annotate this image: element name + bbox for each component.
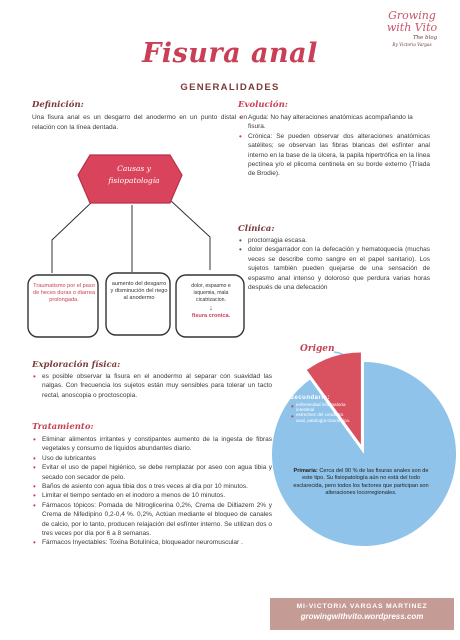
- list-item: • Baños de asiento con agua tibia dos o tres veces al día por 10 minutos.: [32, 482, 272, 491]
- list-item: • estrechez del conducto anal, patología traumática.: [290, 412, 352, 422]
- exploracion-title: Exploración física:: [32, 360, 121, 370]
- primaria-text: Cerca del 90 % de las fisuras anales son de este tipo. Su fisiopatología aún no está del todo esclarecida, pero todos los factores que participan son alteraciones locorregionales.: [293, 468, 429, 497]
- diagram-box3-bottom: fisura cronica.: [191, 312, 231, 319]
- origen-pie-chart: [262, 352, 460, 552]
- evolucion-list: [238, 113, 430, 179]
- tratamiento-title: Tratamiento:: [32, 422, 94, 432]
- footer-url[interactable]: growingwithvito.wordpress.com: [300, 612, 424, 621]
- pie-slice-primaria: [272, 362, 456, 546]
- diagram-box3-arrow-icon: ↓: [209, 304, 213, 312]
- diagram-box1-text: Traumatismo por el paso de heces duras o diarrea prolongada.: [33, 283, 95, 304]
- definicion-text: Una fisura anal es un desgarro del anodermo en un punto distal en relación con la línea dentada.: [32, 114, 247, 131]
- secundaria-list: [290, 402, 352, 423]
- diagram-box2-text: aumento del desgarro y disminución del riego al anodermo: [110, 281, 168, 302]
- exploracion-list: [32, 372, 272, 400]
- evolucion-title: Evolución:: [238, 100, 288, 110]
- footer-banner: [270, 598, 454, 630]
- primaria-label: [292, 468, 430, 498]
- list-item: • Fármacos tópicos: Pomada de Nitroglicerina 0,2%, Crema de Diltiazem 2% y Crema de Nifedipino 0,2-0,4 %. 0,2%, Actúan mediante el bloqueo de canales de calcio, por lo tanto, producen relajación del esfínter interno. Se utilizan dos o tres veces por día por 6 a 8 semanas.: [32, 501, 272, 539]
- list-item: • Aguda: No hay alteraciones anatómicas acompañando la fisura.: [238, 113, 430, 132]
- diagram-box1: [32, 283, 96, 305]
- secundaria-title: Secundaria:: [290, 395, 330, 401]
- origen-title: Origen: [300, 344, 335, 354]
- footer-name: MI-VICTORIA VARGAS MARTINEZ: [296, 603, 428, 610]
- list-item: • Limitar el tiempo sentado en el inodoro a menos de 10 minutos.: [32, 491, 272, 500]
- page-title: Fisura anal: [142, 38, 318, 69]
- secundaria-label: [290, 395, 352, 423]
- primaria-title: Primaria:: [293, 468, 318, 474]
- logo-line2: with Vito: [386, 21, 438, 34]
- list-item: • es posible observar la fisura en el anodermo al separar con suavidad las nalgas. Con frecuencia los sujetos están muy sensibles para tolerar un tacto rectal, anoscopia o proctoscopia.: [32, 372, 272, 400]
- diagram-box3: [180, 283, 242, 320]
- definicion-title: Definición:: [32, 100, 84, 110]
- list-item: • Evitar el uso de papel higiénico, se debe remplazar por aseo con agua tibia y secado con secador de pelo.: [32, 463, 272, 482]
- clinica-title: Clínica:: [238, 224, 275, 234]
- logo-line4: By Victoria Vargas: [392, 42, 432, 47]
- list-item: • Crónica: Se pueden observar dos alteraciones anatómicas satélites; se observan las fibras blancas del esfínter anal interno en la base de la úlcera, la papila hipertrófica en la línea pectínea y/o el plicoma centinela en su borde externo (Tríada de Brodie).: [238, 132, 430, 179]
- list-item: • Fármacos Inyectables: Toxina Botulínica, bloqueador neuromuscular .: [32, 538, 272, 547]
- list-item: • dolor desgarrador con la defecación y hematoquecia (muchas veces se describe como sangre en el papel sanitario). Los sujetos también pueden quejarse de una sensación de espasmo anal intenso y doloroso que perdura varias horas después de una defecación: [238, 245, 430, 292]
- diagram-box3-top: dolor, espasmo e isquemia, mala cicatrizacion.: [191, 283, 231, 304]
- list-item: • Eliminar alimentos irritantes y constipantes aumento de la ingesta de fibras vegetales y consumo de líquidos abundantes diario.: [32, 435, 272, 454]
- list-item: • Uso de lubricantes: [32, 454, 272, 463]
- tratamiento-list: [32, 435, 272, 548]
- clinica-list: [238, 236, 430, 292]
- logo-line1: Growing: [388, 9, 436, 22]
- list-item: • proctorragia escasa.: [238, 236, 430, 245]
- logo-line3: The blog: [412, 35, 438, 41]
- page-subtitle: GENERALIDADES: [180, 82, 280, 93]
- list-item: • enfermedad inflamatoria intestinal: [290, 402, 352, 412]
- diagram-box2: [110, 281, 168, 303]
- diagram-center-title: Causas y fisiopatología: [108, 164, 160, 185]
